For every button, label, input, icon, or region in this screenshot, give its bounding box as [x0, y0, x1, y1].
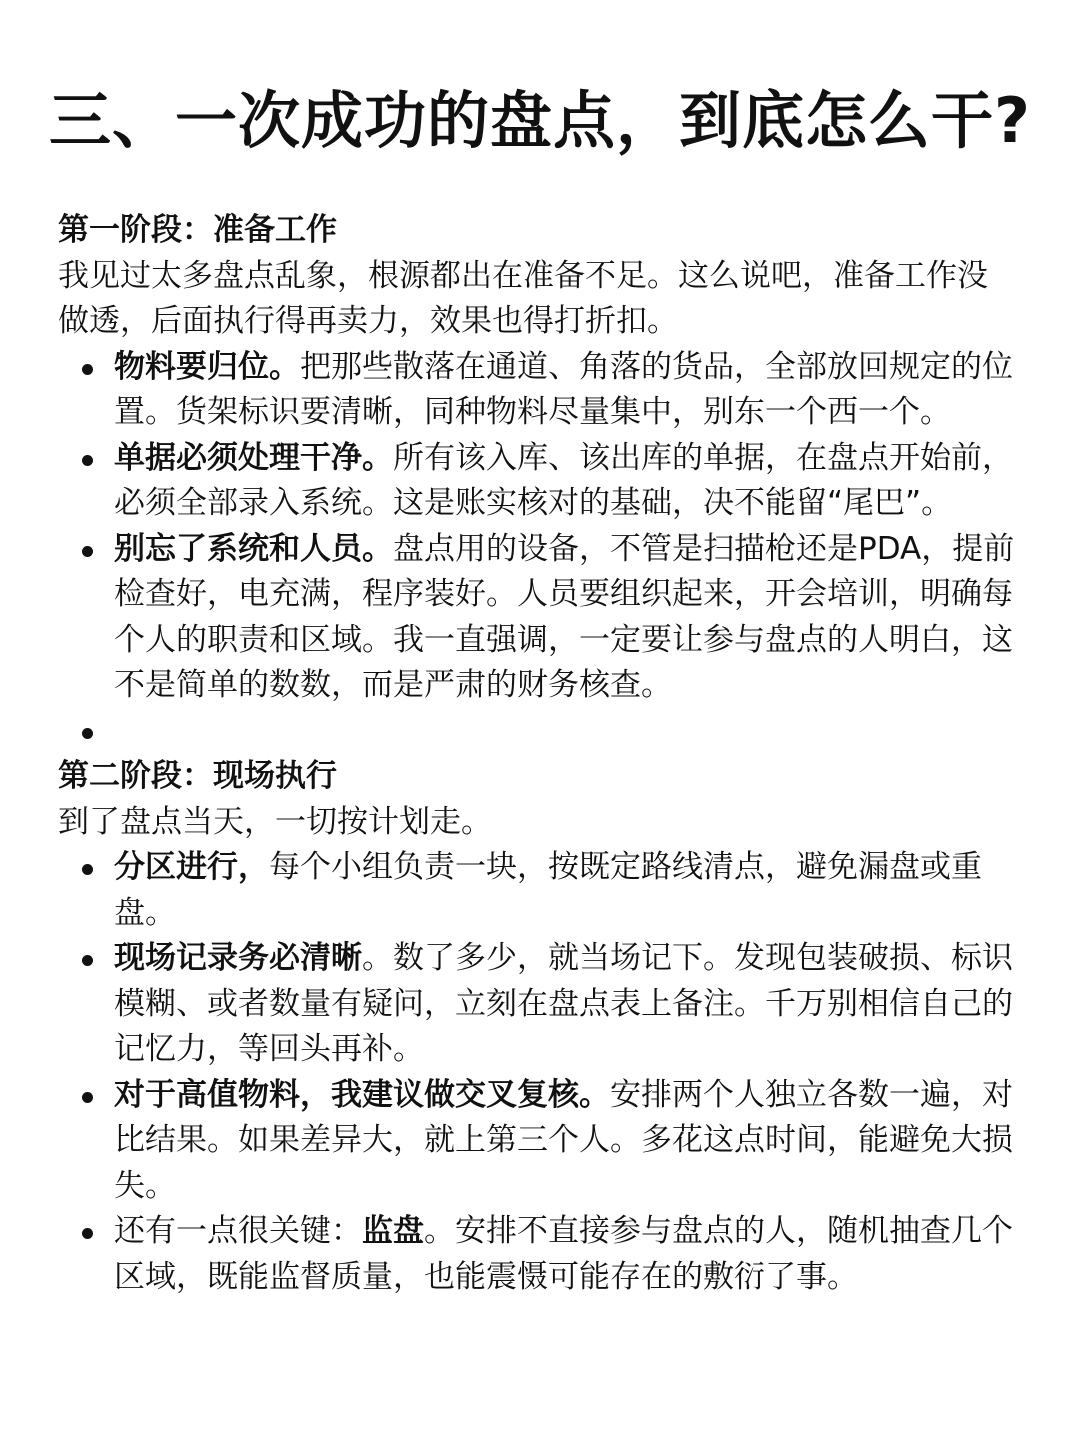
list-item-lead: 单据必须处理干净。 [114, 439, 393, 476]
list-item [58, 436, 1018, 527]
bullet-icon [82, 1228, 93, 1239]
bullet-icon [82, 546, 93, 557]
list-item-text: 把那些散落在通道、角落的货品，全部放回规定的位置。货架标识要清晰，同种物料尽量集中，别东一个西一个。 [114, 348, 1013, 430]
article-body [58, 208, 1018, 1300]
list-item-text: 每个小组负责一块，按既定路线清点，避免漏盘或重盘。 [114, 849, 982, 931]
section-intro-preparation: 我见过太多盘点乱象，根源都出在准备不足。这么说吧，准备工作没做透，后面执行得再卖力，效果也得打折扣。 [58, 257, 988, 339]
list-item-text: 所有该入库、该出库的单据，在盘点开始前，必须全部录入系统。这是账实核对的基础，决不能留“尾巴”。 [114, 439, 1013, 521]
list-item-lead: 对于高值物料，我建议做交叉复核。 [114, 1076, 610, 1113]
list-item-text: 。数了多少，就当场记下。发现包装破损、标识模糊、或者数量有疑问，立刻在盘点表上备注。千万别相信自己的记忆力，等回头再补。 [114, 940, 1013, 1067]
section-intro-execution: 到了盘点当天，一切按计划走。 [58, 803, 492, 840]
bullet-icon [82, 364, 93, 375]
list-item [58, 936, 1018, 1073]
section-heading-preparation: 第一阶段：准备工作 [58, 212, 337, 248]
execution-list [58, 845, 1018, 1300]
list-item-lead: 分区进行， [114, 849, 269, 885]
list-item-text: 安排两个人独立各数一遍，对比结果。如果差异大，就上第三个人。多花这点时间，能避免大损失。 [114, 1076, 1013, 1204]
list-item-lead: 监盘 [362, 1213, 424, 1249]
list-item-lead: 物料要归位。 [114, 348, 300, 385]
list-item [58, 527, 1018, 709]
list-item-empty [58, 709, 1018, 755]
list-item-text: 。安排不直接参与盘点的人，随机抽查几个区域，既能监督质量，也能震慑可能存在的敷衍了事。 [114, 1213, 1013, 1295]
list-item-lead: 别忘了系统和人员。 [114, 530, 393, 567]
bullet-icon [82, 455, 93, 466]
list-item [58, 345, 1018, 436]
bullet-icon [82, 728, 93, 739]
bullet-icon [82, 864, 93, 875]
list-item-prefix: 还有一点很关键： [114, 1213, 362, 1249]
bullet-icon [82, 1092, 93, 1103]
list-item [58, 1073, 1018, 1210]
page-title: 三、一次成功的盘点，到底怎么干? [49, 84, 1031, 157]
section-heading-execution: 第二阶段：现场执行 [58, 758, 337, 794]
list-item-lead: 现场记录务必清晰 [114, 940, 362, 976]
list-item [58, 1209, 1018, 1300]
preparation-list [58, 345, 1018, 755]
bullet-icon [82, 955, 93, 966]
list-item [58, 845, 1018, 936]
list-item-text: 盘点用的设备，不管是扫描枪还是PDA，提前检查好，电充满，程序装好。人员要组织起来，开会培训，明确每个人的职责和区域。我一直强调，一定要让参与盘点的人明白，这不是简单的数数，而是严肃的财务核查。 [114, 530, 1015, 703]
